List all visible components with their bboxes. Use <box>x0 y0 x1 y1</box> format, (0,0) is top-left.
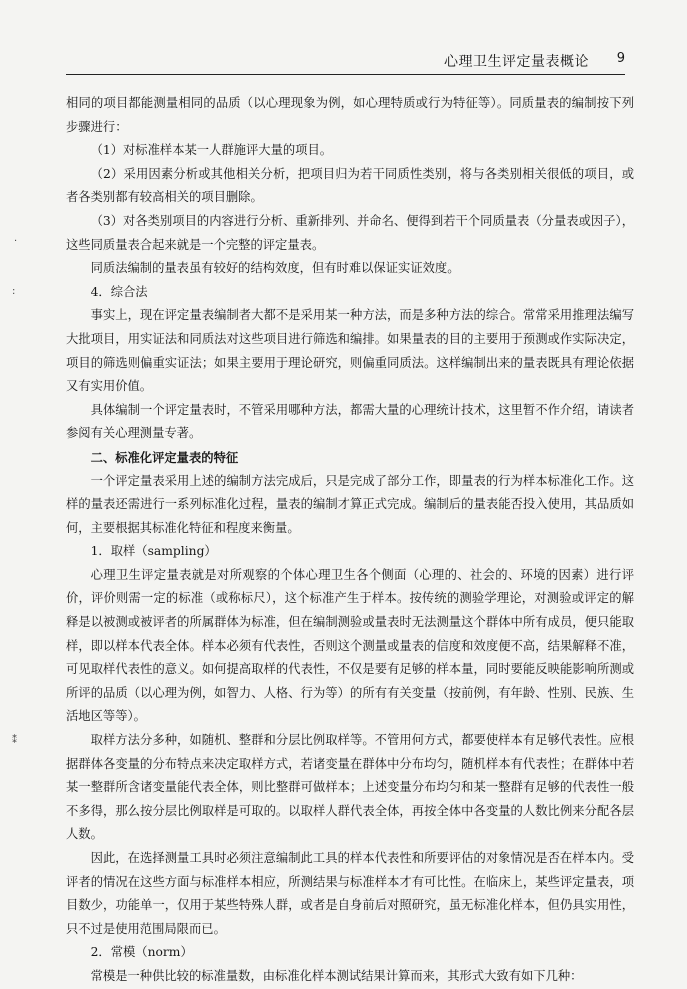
paragraph: 一个评定量表采用上述的编制方法完成后，只是完成了部分工作，即量表的行为样本标准化工作。这样的量表还需进行一系列标准化过程，量表的编制才算正式完成。编制后的量表能否投入使用，其品质如何，主要根据其标准化特征和程度来衡量。 <box>66 473 634 535</box>
paragraph: 常模是一种供比较的标准量数，由标准化样本测试结果计算而来，其形式大致有如下几种： <box>90 968 583 983</box>
section-subheading: 1．取样（sampling） <box>90 544 217 559</box>
page-number: 9 <box>616 51 625 66</box>
paragraph: 事实上，现在评定量表编制者大都不是采用某一种方法，而是多种方法的综合。常常采用推理法编写大批项目，用实证法和同质法对这些项目进行筛选和编排。如果量表的目的主要用于预测或作实际决定，项目的筛选则偏重实证法；如果主要用于理论研究，则偏重同质法。这样编制出来的量表既具有理论依据又有实用价值。 <box>66 308 634 394</box>
running-header <box>66 48 625 75</box>
paragraph: 具体编制一个评定量表时，不管采用哪种方法，都需大量的心理统计技术，这里暂不作介绍，请读者参阅有关心理测量专著。 <box>66 402 634 441</box>
paragraph: 同质法编制的量表虽有较好的结构效度，但有时难以保证实证效度。 <box>90 261 460 276</box>
body-text <box>66 92 634 989</box>
paragraph: 因此，在选择测量工具时必须注意编制此工具的样本代表性和所要评估的对象情况是否在样本内。受评者的情况在这些方面与标准样本相应，所测结果与标准样本才有可比性。在临床上，某些评定量表，项目数少，功能单一，仅用于某些特殊人群，或者是自身前后对照研究，虽无标准化样本，但仍具实用性，只不过是使用范围局限而已。 <box>66 851 634 936</box>
margin-speck-icon: : <box>12 286 16 297</box>
paragraph: 相同的项目都能测量相同的品质（以心理现象为例，如心理特质或行为特征等）。同质量表的编制按下列步骤进行： <box>66 96 634 134</box>
list-item: （2）采用因素分析或其他相关分析，把项目归为若干同质性类别，将与各类别相关很低的项目，或者各类别都有较高相关的项目删除。 <box>66 166 634 205</box>
section-subheading: 4．综合法 <box>90 284 148 299</box>
list-item: （3）对各类别项目的内容进行分析、重新排列、并命名、便得到若干个同质量表（分量表或因子），这些同质量表合起来就是一个完整的评定量表。 <box>66 213 634 252</box>
section-subheading: 2．常模（norm） <box>90 945 193 960</box>
paragraph: 心理卫生评定量表就是对所观察的个体心理卫生各个侧面（心理的、社会的、环境的因素）进行评价，评价则需一定的标准（或称标尺），这个标准产生于样本。按传统的测验学理论，对测验或评定的解释是以被测或被评者的所属群体为标准，但在编制测验或量表时无法测量这个群体中所有成员，便只能取样，即以样本代表全体。样本必须有代表性，否则这个测量或量表的信度和效度便不高，结果解释不准，可见取样代表性的意义。如何提高取样的代表性，不仅是要有足够的样本量，同时要能反映能影响所测或所评的品质（以心理为例，如智力、人格、行为等）的所有有关变量（按前例，有年龄、性别、民族、生活地区等等）。 <box>66 567 634 724</box>
header-title: 心理卫生评定量表概论 <box>444 54 589 70</box>
margin-speck-icon: · <box>14 236 18 247</box>
list-item: （1）对标准样本某一人群施评大量的项目。 <box>90 143 333 158</box>
paragraph: 取样方法分多种，如随机、整群和分层比例取样等。不管用何方式，都要使样本有足够代表性。应根据群体各变量的分布特点来决定取样方式，若诸变量在群体中分布均匀，随机样本有代表性；在群体中若某一整群所含诸变量能代表全体，则比整群可做样本；上述变量分布均匀和某一整群有足够的代表性一般不多得，那么按分层比例取样是可取的。以取样人群代表全体，再按全体中各变量的人数比例来分配各层人数。 <box>66 733 634 842</box>
margin-speck-icon: ⁑ <box>12 735 17 746</box>
section-heading: 二、标准化评定量表的特征 <box>90 449 239 465</box>
